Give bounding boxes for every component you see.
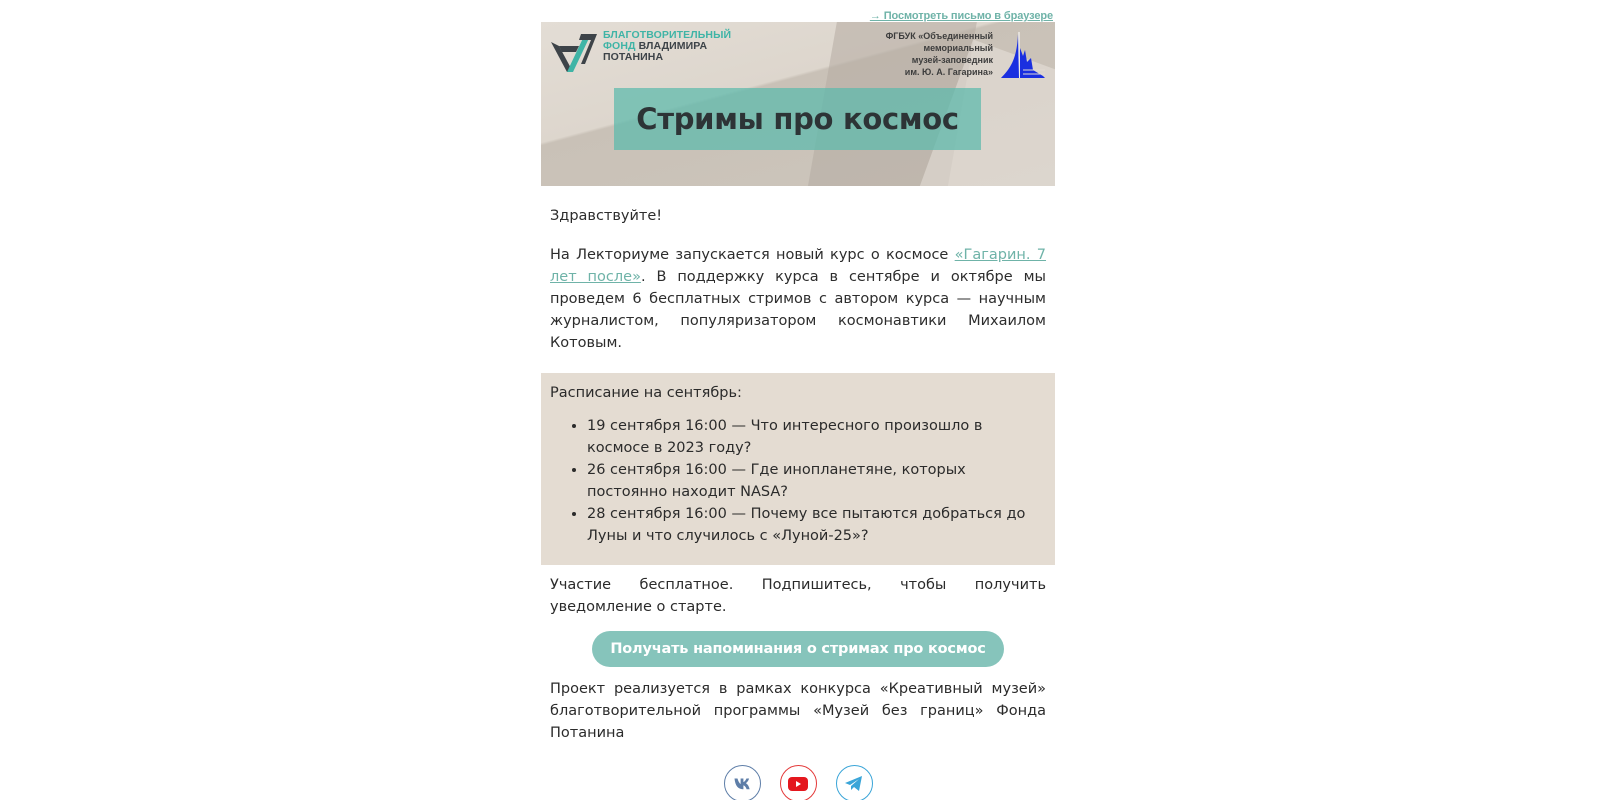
vk-icon — [732, 778, 752, 790]
participation-text: Участие бесплатное. Подпишитесь, чтобы получить уведомление о старте. — [550, 577, 1046, 615]
intro-paragraph — [550, 244, 1046, 354]
museum-name-line: ФГБУК «Объединенный — [885, 31, 993, 41]
intro-text: . В поддержку курса в сентябре и октябре мы проведем 6 бесплатных стримов с автором курса — научным журналистом, популяризатором космонавтики Михаилом Котовым. — [550, 269, 1046, 351]
email-body — [541, 205, 1055, 354]
schedule-title: Расписание на сентябрь: — [550, 385, 742, 401]
view-in-browser-link[interactable]: → Посмотреть письмо в браузере — [869, 10, 1053, 22]
email-container — [541, 0, 1055, 800]
schedule-item: • 19 сентября 16:00 — Что интересного произошло в космосе в 2023 году? — [587, 415, 1046, 459]
cta-row — [541, 631, 1055, 667]
subscribe-reminders-button[interactable]: Получать напоминания о стримах про космос — [592, 631, 1003, 667]
museum-name-line: музей-заповедник — [911, 55, 993, 65]
vk-link[interactable] — [724, 765, 761, 800]
course-link[interactable]: «Гагарин. 7 лет после» — [550, 247, 1047, 285]
schedule-item: • 28 сентября 16:00 — Почему все пытаются добраться до Луны и что случилось с «Луной-25»? — [587, 503, 1046, 547]
project-info-text: Проект реализуется в рамках конкурса «Креативный музей» благотворительной программы «Музей без границ» Фонда Потанина — [550, 681, 1046, 741]
potanin-fund-mark-icon — [549, 28, 599, 78]
greeting: Здравствуйте! — [550, 208, 663, 224]
fund-name-word: ФОНД — [603, 40, 636, 52]
gagarin-museum-logo — [886, 28, 1047, 80]
museum-name-line: им. Ю. А. Гагарина» — [904, 67, 993, 77]
telegram-icon — [844, 775, 864, 793]
youtube-icon — [788, 777, 808, 791]
browser-link-row — [541, 0, 1055, 22]
fund-name-line: ПОТАНИНА — [603, 51, 664, 63]
social-links — [541, 765, 1055, 800]
fund-name-word: ВЛАДИМИРА — [635, 40, 708, 52]
museum-name-line: мемориальный — [923, 43, 993, 53]
schedule-list — [550, 415, 1046, 547]
schedule-block — [541, 373, 1055, 565]
intro-text: На Лекториуме запускается новый курс о космосе — [550, 247, 955, 263]
fund-name-line: БЛАГОТВОРИТЕЛЬНЫЙ — [603, 29, 732, 41]
telegram-link[interactable] — [836, 765, 873, 800]
rocket-monument-icon — [997, 28, 1047, 80]
museum-name — [886, 30, 993, 78]
header-banner — [541, 22, 1055, 186]
youtube-link[interactable] — [780, 765, 817, 800]
schedule-item: • 26 сентября 16:00 — Где инопланетяне, которых постоянно находит NASA? — [587, 459, 1046, 503]
banner-title: Стримы про космос — [636, 102, 959, 136]
potanin-fund-name — [603, 30, 731, 63]
potanin-fund-logo — [549, 28, 731, 78]
banner-title-box — [614, 88, 981, 150]
